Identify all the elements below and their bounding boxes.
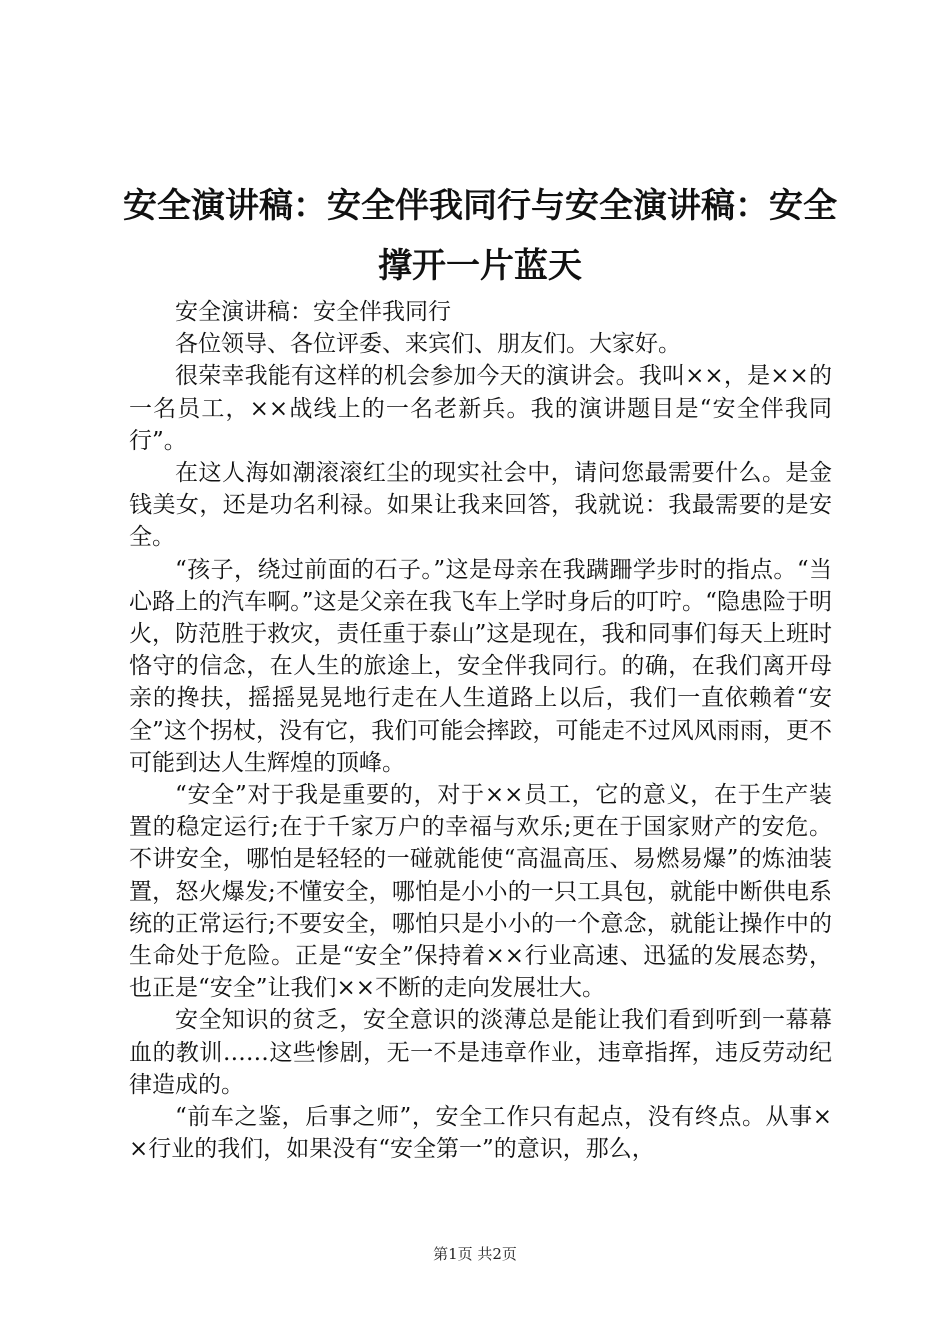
paragraph-greeting: 各位领导、各位评委、来宾们、朋友们。大家好。 [175,331,681,358]
page-number-footer: 第1页 共2页 [433,1245,517,1263]
paragraph: “安全”对于我是重要的，对于××员工，它的意义，在于生产装置的稳定运行;在于千家万户的幸福与欢乐;更在于国家财产的安危。不讲安全，哪怕是轻轻的一碰就能使“高温高压、易燃易爆”的炼油装置，怒火爆发;不懂安全，哪怕是小小的一只工具包，就能中断供电系统的正常运行;不要安全，哪怕只是小小的一个意念，就能让操作中的生命处于危险。正是“安全”保持着××行业高速、迅猛的发展态势，也正是“安全”让我们××不断的走向发展壮大。 [129,782,832,1002]
paragraph: 在这人海如潮滚滚红尘的现实社会中，请问您最需要什么。是金钱美女，还是功名利禄。如果让我来回答，我就说：我最需要的是安全。 [129,460,832,551]
paragraph: 很荣幸我能有这样的机会参加今天的演讲会。我叫××，是××的一名员工，××战线上的一名老新兵。我的演讲题目是“安全伴我同行”。 [129,363,832,454]
document-title: 安全演讲稿：安全伴我同行与安全演讲稿：安全撑开一片蓝天 [123,186,837,286]
document-body [129,296,832,1165]
paragraph: “前车之鉴，后事之师”，安全工作只有起点，没有终点。从事××行业的我们，如果没有“安全第一”的意识，那么， [129,1104,832,1163]
paragraph: 安全知识的贫乏，安全意识的淡薄总是能让我们看到听到一幕幕血的教训……这些惨剧，无一不是违章作业，违章指挥，违反劳动纪律造成的。 [129,1007,832,1098]
paragraph: “孩子，绕过前面的石子。”这是母亲在我蹒跚学步时的指点。“当心路上的汽车啊。”这是父亲在我飞车上学时身后的叮咛。“隐患险于明火，防范胜于救灾，责任重于泰山”这是现在，我和同事们每天上班时恪守的信念，在人生的旅途上，安全伴我同行。的确，在我们离开母亲的搀扶，摇摇晃晃地行走在人生道路上以后，我们一直依赖着“安全”这个拐杖，没有它，我们可能会摔跤，可能走不过风风雨雨，更不可能到达人生辉煌的顶峰。 [129,556,832,776]
paragraph-subtitle: 安全演讲稿：安全伴我同行 [175,299,451,325]
